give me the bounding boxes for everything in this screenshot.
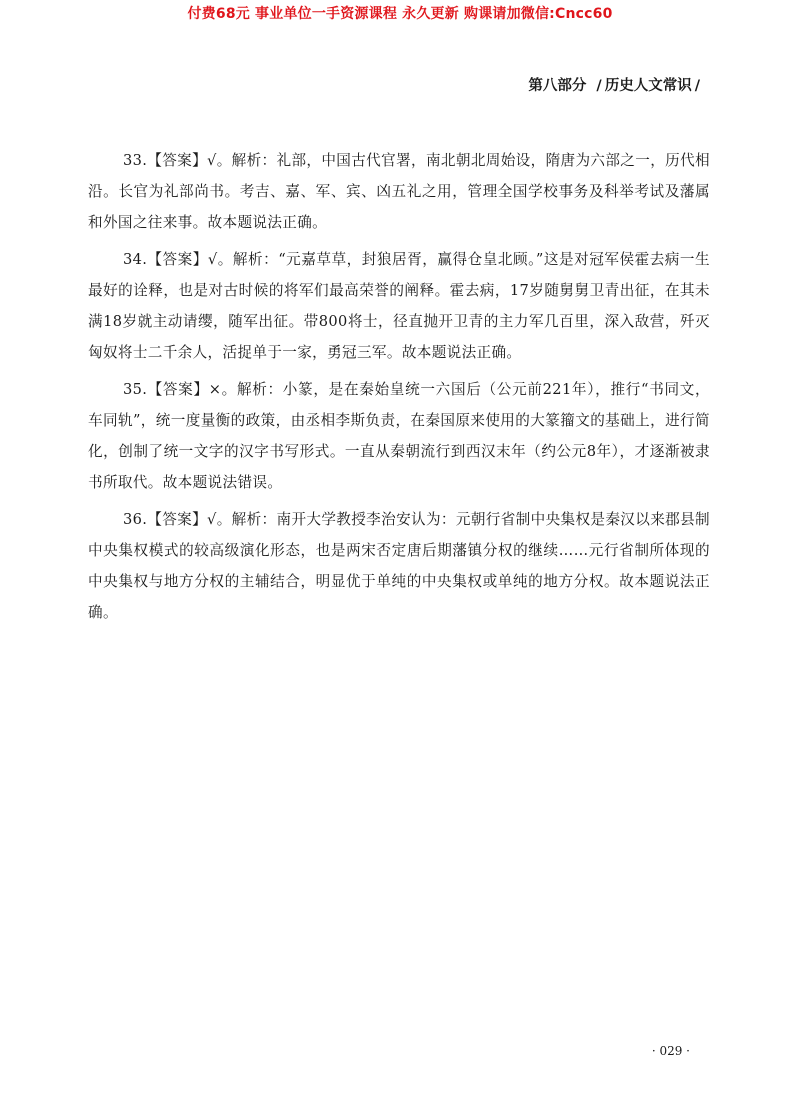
running-head-title: 历史人文常识 (604, 78, 692, 94)
running-head (528, 74, 700, 95)
running-head-part: 第八部分 (528, 78, 587, 94)
answer-entry-36: 36.【答案】√。解析：南开大学教授李治安认为：元朝行省制中央集权是秦汉以来郡县制中央集权模式的较高级演化形态，也是两宋否定唐后期藩镇分权的继续……元行省制所体现的中央集权与地方分权的主辅结合，明显优于单纯的中央集权或单纯的地方分权。故本题说法正确。 (88, 511, 710, 621)
answer-entry-35: 35.【答案】×。解析：小篆，是在秦始皇统一六国后（公元前221年），推行“书同文，车同轨”，统一度量衡的政策，由丞相李斯负责，在秦国原来使用的大篆籀文的基础上，进行简化，创制了统一文字的汉字书写形式。一直从秦朝流行到西汉末年（约公元8年），才逐渐被隶书所取代。故本题说法错误。 (88, 381, 710, 491)
answer-list (88, 145, 710, 634)
answer-entry-33: 33.【答案】√。解析：礼部，中国古代官署，南北朝北周始设，隋唐为六部之一，历代相沿。长官为礼部尚书。考吉、嘉、军、宾、凶五礼之用，管理全国学校事务及科举考试及藩属和外国之往来事。故本题说法正确。 (88, 152, 710, 231)
page-number: · 029 · (651, 1044, 690, 1058)
answer-entry-34: 34.【答案】√。解析：“元嘉草草，封狼居胥，赢得仓皇北顾。”这是对冠军侯霍去病一生最好的诠释，也是对古时候的将军们最高荣誉的阐释。霍去病，17岁随舅舅卫青出征，在其未满18岁就主动请缨，随军出征。带800将士，径直抛开卫青的主力军几百里，深入敌营，歼灭匈奴将士二千余人，活捉单于一家，勇冠三军。故本题说法正确。 (88, 251, 710, 361)
running-head-separator: / (596, 78, 602, 94)
watermark-banner: 付费68元 事业单位一手资源课程 永久更新 购课请加微信:Cncc60 (187, 6, 613, 22)
running-head-end-separator: / (694, 78, 700, 94)
